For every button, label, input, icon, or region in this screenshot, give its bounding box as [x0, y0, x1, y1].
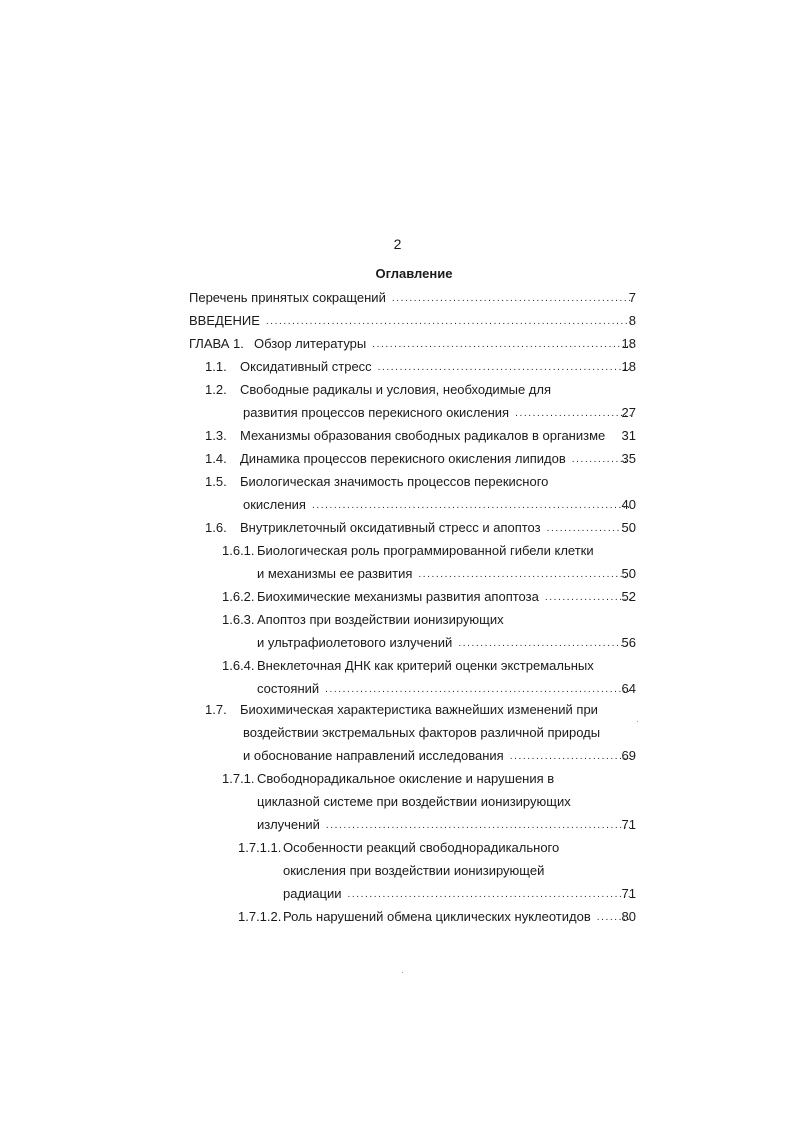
toc-entry-1-6-4[interactable] [257, 680, 636, 698]
toc-entry-text: и ультрафиолетового излучений [257, 635, 453, 650]
scan-speck [637, 721, 638, 722]
toc-section-number: 1.6.1. [222, 543, 255, 558]
toc-page-number: 18 [621, 359, 636, 374]
toc-entry-1-6-3[interactable] [257, 634, 636, 652]
toc-page-number: 69 [621, 748, 636, 763]
dot-leader [312, 499, 632, 513]
dot-leader [325, 683, 632, 697]
toc-page-number: 71 [621, 817, 636, 832]
toc-entry-1-6[interactable] [240, 519, 636, 537]
toc-entry-1-7-1-1[interactable] [283, 885, 636, 903]
dot-leader [510, 750, 632, 764]
toc-page-number: 50 [621, 566, 636, 581]
dot-leader [326, 819, 632, 833]
toc-section-number: 1.7. [205, 702, 227, 717]
toc-entry-text: Биологическая значимость процессов перекисного [240, 474, 549, 489]
toc-page-number: 40 [621, 497, 636, 512]
toc-entry-1-3[interactable]: Механизмы образования свободных радикалов в организме [240, 428, 606, 443]
toc-entry-1-7-1[interactable] [257, 816, 636, 834]
toc-entry-text: Обзор литературы [254, 336, 367, 351]
toc-entry-chapter-1[interactable] [254, 335, 636, 353]
toc-page-number: 64 [621, 681, 636, 696]
toc-entry-1-4[interactable] [240, 450, 636, 468]
toc-entry-text: и механизмы ее развития [257, 566, 413, 581]
toc-section-number: 1.5. [205, 474, 227, 489]
toc-section-number: 1.6.2. [222, 589, 255, 604]
toc-entry-text: окисления [243, 497, 306, 512]
toc-entry-text: ВВЕДЕНИЕ [189, 313, 260, 328]
toc-section-number: 1.7.1.2. [238, 909, 282, 924]
toc-entry-introduction[interactable] [189, 312, 636, 330]
toc-page-number: 35 [621, 451, 636, 466]
toc-section-number: 1.4. [205, 451, 227, 466]
toc-section-number: 1.7.1.1. [238, 840, 282, 855]
toc-entry-text: Апоптоз при воздействии ионизирующих [257, 612, 504, 627]
toc-entry-1-6-1[interactable] [257, 565, 636, 583]
toc-entry-text: Динамика процессов перекисного окисления липидов [240, 451, 566, 466]
toc-entry-text: излучений [257, 817, 320, 832]
toc-page-number: 18 [621, 336, 636, 351]
toc-entry-1-6-2[interactable] [257, 588, 636, 606]
toc-page-number: 56 [621, 635, 636, 650]
scan-speck [402, 972, 403, 973]
toc-page-number: 71 [621, 886, 636, 901]
dot-leader [348, 888, 632, 902]
toc-page-number: 50 [621, 520, 636, 535]
toc-entry-text: Биохимическая характеристика важнейших изменений при [240, 702, 598, 717]
dot-leader [458, 637, 632, 651]
toc-entry-text: Биохимические механизмы развития апоптоза [257, 589, 539, 604]
toc-page-number: 7 [628, 290, 636, 305]
toc-page-number: 52 [621, 589, 636, 604]
toc-entry-text: Особенности реакций свободнорадикального [283, 840, 560, 855]
toc-title: Оглавление [375, 266, 453, 281]
toc-section-number: 1.7.1. [222, 771, 255, 786]
toc-entry-text: Оксидативный стресс [240, 359, 372, 374]
dot-leader [515, 407, 632, 421]
toc-entry-1-1[interactable] [240, 358, 636, 376]
dot-leader [418, 568, 632, 582]
toc-page-number: 27 [621, 405, 636, 420]
toc-entry-text: окисления при воздействии ионизирующей [283, 863, 545, 878]
toc-chapter-number: ГЛАВА 1. [189, 336, 244, 351]
toc-entry-text: Внеклеточная ДНК как критерий оценки экстремальных [257, 658, 594, 673]
toc-entry-text: воздействии экстремальных факторов различной природы [243, 725, 601, 740]
dot-leader [392, 292, 632, 306]
toc-entry-1-7[interactable] [243, 747, 636, 765]
toc-section-number: 1.6.3. [222, 612, 255, 627]
toc-entry-1-7-1-2[interactable] [283, 908, 636, 926]
dot-leader [266, 315, 632, 329]
toc-entry-text: состояний [257, 681, 320, 696]
toc-entry-text: Перечень принятых сокращений [189, 290, 386, 305]
toc-section-number: 1.6.4. [222, 658, 255, 673]
toc-page-number: 80 [621, 909, 636, 924]
dot-leader [372, 338, 632, 352]
toc-entry-abbreviations[interactable] [189, 289, 636, 307]
toc-section-number: 1.1. [205, 359, 227, 374]
toc-entry-text: и обоснование направлений исследования [243, 748, 504, 763]
toc-entry-text: Биологическая роль программированной гибели клетки [257, 543, 594, 558]
toc-entry-text: радиации [283, 886, 342, 901]
toc-entry-text: Свободнорадикальное окисление и нарушения в [257, 771, 555, 786]
page-number: 2 [393, 236, 402, 252]
toc-entry-text: Внутриклеточный оксидативный стресс и апоптоз [240, 520, 541, 535]
dot-leader [378, 361, 632, 375]
toc-section-number: 1.2. [205, 382, 227, 397]
toc-section-number: 1.3. [205, 428, 227, 443]
toc-page-number: 31 [621, 428, 636, 443]
toc-entry-text: развития процессов перекисного окисления [243, 405, 510, 420]
toc-entry-1-2[interactable] [243, 404, 636, 422]
toc-entry-1-5[interactable] [243, 496, 636, 514]
toc-section-number: 1.6. [205, 520, 227, 535]
toc-entry-text: Роль нарушений обмена циклических нуклеотидов [283, 909, 591, 924]
toc-entry-text: циклазной системе при воздействии ионизирующих [257, 794, 571, 809]
toc-entry-text: Свободные радикалы и условия, необходимые для [240, 382, 552, 397]
toc-page-number: 8 [628, 313, 636, 328]
